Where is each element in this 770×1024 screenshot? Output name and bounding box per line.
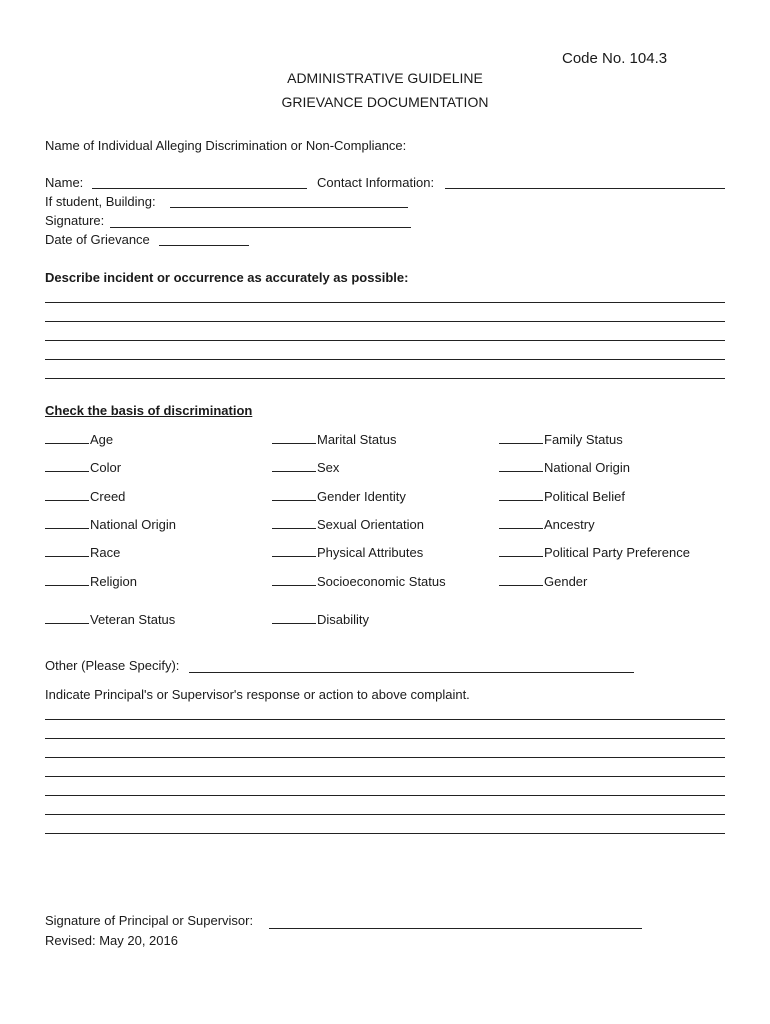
date-field[interactable] (159, 245, 249, 246)
incident-heading: Describe incident or occurrence as accurately as possible: (45, 270, 409, 285)
response-line-5[interactable] (45, 795, 725, 796)
checkbox-race[interactable]: Race (45, 544, 120, 560)
signature-label: Signature: (45, 213, 105, 228)
response-line-6[interactable] (45, 814, 725, 815)
other-label: Other (Please Specify): (45, 658, 180, 673)
name-label: Name: (45, 175, 84, 190)
checkbox-socioeconomic-status[interactable]: Socioeconomic Status (272, 573, 446, 589)
checkbox-marital-status[interactable]: Marital Status (272, 431, 396, 447)
incident-line-3[interactable] (45, 340, 725, 341)
document-title: ADMINISTRATIVE GUIDELINE (287, 70, 483, 86)
checkbox-political-party-preference[interactable]: Political Party Preference (499, 544, 690, 560)
response-line-1[interactable] (45, 719, 725, 720)
principal-signature-field[interactable] (269, 928, 642, 929)
checkbox-age[interactable]: Age (45, 431, 113, 447)
incident-line-2[interactable] (45, 321, 725, 322)
checkbox-color[interactable]: Color (45, 459, 121, 475)
checkbox-religion[interactable]: Religion (45, 573, 137, 589)
checkbox-disability[interactable]: Disability (272, 611, 369, 627)
response-line-7[interactable] (45, 833, 725, 834)
signature-field[interactable] (110, 227, 411, 228)
contact-field[interactable] (445, 188, 725, 189)
checkbox-gender[interactable]: Gender (499, 573, 587, 589)
principal-signature-label: Signature of Principal or Supervisor: (45, 913, 254, 928)
checkbox-gender-identity[interactable]: Gender Identity (272, 488, 406, 504)
response-line-3[interactable] (45, 757, 725, 758)
checkbox-creed[interactable]: Creed (45, 488, 125, 504)
checkbox-sexual-orientation[interactable]: Sexual Orientation (272, 516, 424, 532)
contact-label: Contact Information: (317, 175, 435, 190)
document-subtitle: GRIEVANCE DOCUMENTATION (281, 94, 489, 110)
date-label: Date of Grievance (45, 232, 150, 247)
checkbox-ancestry[interactable]: Ancestry (499, 516, 595, 532)
building-field[interactable] (170, 207, 408, 208)
checkbox-physical-attributes[interactable]: Physical Attributes (272, 544, 423, 560)
checkbox-family-status[interactable]: Family Status (499, 431, 623, 447)
checkbox-veteran-status[interactable]: Veteran Status (45, 611, 175, 627)
incident-line-1[interactable] (45, 302, 725, 303)
complainant-heading: Name of Individual Alleging Discrimination or Non-Compliance: (45, 138, 407, 153)
checkbox-sex[interactable]: Sex (272, 459, 339, 475)
checkbox-national-origin-2[interactable]: National Origin (499, 459, 630, 475)
checkbox-political-belief[interactable]: Political Belief (499, 488, 625, 504)
other-field[interactable] (189, 672, 634, 673)
basis-heading: Check the basis of discrimination (45, 403, 253, 418)
response-line-2[interactable] (45, 738, 725, 739)
incident-line-5[interactable] (45, 378, 725, 379)
response-line-4[interactable] (45, 776, 725, 777)
checkbox-national-origin[interactable]: National Origin (45, 516, 176, 532)
code-number: Code No. 104.3 (562, 50, 668, 67)
response-label: Indicate Principal's or Supervisor's response or action to above complaint. (45, 687, 470, 702)
name-field[interactable] (92, 188, 307, 189)
incident-line-4[interactable] (45, 359, 725, 360)
building-label: If student, Building: (45, 194, 156, 209)
revised-date: Revised: May 20, 2016 (45, 933, 178, 948)
